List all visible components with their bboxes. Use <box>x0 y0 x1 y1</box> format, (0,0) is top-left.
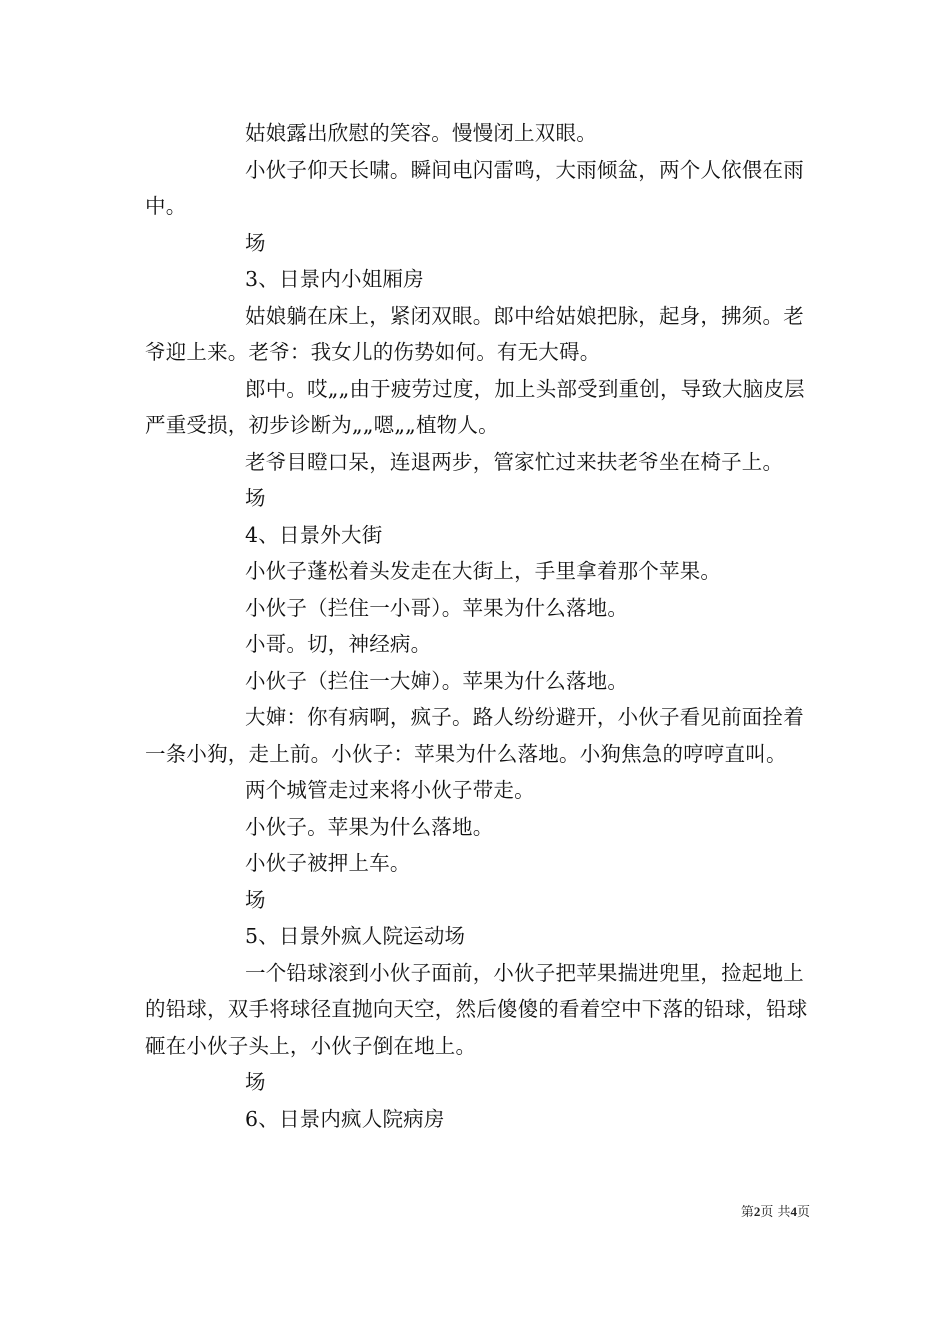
scene-heading: 6、日景内疯人院病房 <box>245 1106 445 1131</box>
scene-marker: 场 <box>245 1070 266 1094</box>
scene-heading: 5、日景外疯人院运动场 <box>245 924 466 948</box>
paragraph: 小伙子仰天长啸。瞬间电闪雷鸣，大雨倾盆，两个人依偎在雨中。 <box>145 157 804 218</box>
paragraph: 两个城管走过来将小伙子带走。 <box>245 778 535 802</box>
footer-prefix: 第 <box>740 1205 754 1220</box>
paragraph: 小伙子蓬松着头发走在大街上，手里拿着那个苹果。 <box>245 559 722 583</box>
paragraph: 郎中。哎„„由于疲劳过度，加上头部受到重创，导致大脑皮层严重受损，初步诊断为„„嗯„„植物人。 <box>145 376 805 437</box>
page-footer <box>690 1202 810 1223</box>
paragraph: 姑娘躺在床上，紧闭双眼。郎中给姑娘把脉，起身，拂须。老爷迎上来。老爷：我女儿的伤势如何。有无大碍。 <box>145 303 804 364</box>
paragraph: 小伙子。苹果为什么落地。 <box>245 814 494 839</box>
paragraph: 老爷目瞪口呆，连退两步，管家忙过来扶老爷坐在椅子上。 <box>245 449 784 474</box>
paragraph: 小哥。切，神经病。 <box>245 632 432 656</box>
footer-suffix: 页 <box>796 1205 810 1220</box>
paragraph: 小伙子（拦住一小哥）。苹果为什么落地。 <box>245 595 629 620</box>
scene-marker: 场 <box>245 230 266 255</box>
scene-marker: 场 <box>245 486 266 510</box>
paragraph: 小伙子被押上车。 <box>245 851 411 875</box>
scene-heading: 3、日景内小姐厢房 <box>245 267 424 291</box>
document-body <box>145 115 810 1137</box>
paragraph: 一个铅球滚到小伙子面前，小伙子把苹果揣进兜里，捡起地上的铅球，双手将球径直抛向天空，然后傻傻的看着空中下落的铅球，铅球砸在小伙子头上，小伙子倒在地上。 <box>145 960 808 1058</box>
paragraph: 姑娘露出欣慰的笑容。慢慢闭上双眼。 <box>245 121 597 145</box>
total-pages-number: 4 <box>790 1204 797 1219</box>
current-page-number: 2 <box>753 1204 761 1219</box>
paragraph: 大婶：你有病啊，疯子。路人纷纷避开，小伙子看见前面拴着一条小狗，走上前。小伙子：苹果为什么落地。小狗焦急的哼哼直叫。 <box>145 705 804 766</box>
footer-middle: 页 共 <box>760 1205 791 1220</box>
scene-marker: 场 <box>245 887 266 912</box>
scene-heading: 4、日景外大街 <box>245 522 383 547</box>
paragraph: 小伙子（拦住一大婶）。苹果为什么落地。 <box>245 668 629 693</box>
